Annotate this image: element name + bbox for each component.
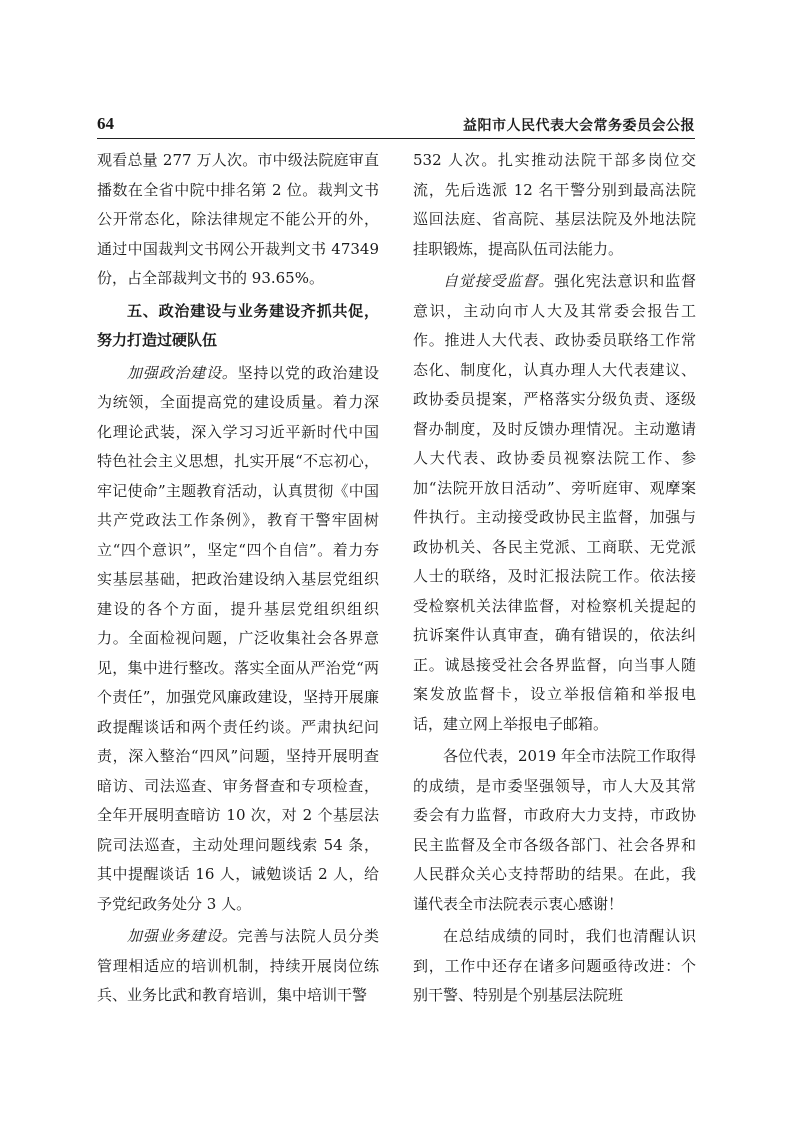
right-column bbox=[413, 146, 696, 1014]
paragraph-body: 强化宪法意识和监督意识，主动向市人大及其常委会报告工作。推进人大代表、政协委员联络工作常态化、制度化，认真办理人大代表建议、政协委员提案，严格落实分级负责、逐级督办制度，及时反馈办理情况。主动邀请人大代表、政协委员视察法院工作、参加“法院开放日活动”、旁听庭审、观摩案件执行。主动接受政协民主监督，加强与政协机关、各民主党派、工商联、无党派人士的联络，及时汇报法院工作。依法接受检察机关法律监督，对检察机关提起的抗诉案件认真审查，确有错误的，依法纠正。诚恳接受社会各界监督，向当事人随案发放监督卡，设立举报信箱和举报电话，建立网上举报电子邮箱。 bbox=[413, 272, 696, 733]
paragraph-thanks: 各位代表，2019 年全市法院工作取得的成绩，是市委坚强领导，市人大及其常委会有力监督，市政府大力支持，市政协民主监督及全市各级各部门、社会各界和人民群众关心支持帮助的结果。在此，我谨代表全市法院表示衷心感谢！ bbox=[413, 747, 696, 913]
section-heading: 五、政治建设与业务建设齐抓共促，努力打造过硬队伍 bbox=[97, 301, 379, 349]
paragraph-political-building bbox=[97, 359, 379, 920]
paragraph-continued: 532 人次。扎实推动法院干部多岗位交流，先后选派 12 名干警分别到最高法院巡回法庭、省高院、基层法院及外地法院挂职锻炼，提高队伍司法能力。 bbox=[413, 151, 696, 258]
paragraph-continued: 观看总量 277 万人次。市中级法院庭审直播数在全省中院中排名第 2 位。裁判文书公开常态化，除法律规定不能公开的外，通过中国裁判文书网公开裁判文书 47349 份，占全部裁判文书的 93.65%。 bbox=[97, 151, 379, 287]
journal-title: 益阳市人民代表大会常务委员会公报 bbox=[463, 118, 695, 134]
paragraph-lead: 自觉接受监督。 bbox=[443, 272, 555, 290]
page-header bbox=[97, 112, 695, 139]
left-column bbox=[97, 146, 379, 1014]
paragraph-lead: 加强业务建设。 bbox=[127, 927, 238, 945]
paragraph-business-building bbox=[97, 922, 379, 1011]
paragraph-supervision bbox=[413, 267, 696, 739]
paragraph-problems: 在总结成绩的同时，我们也清醒认识到，工作中还存在诸多问题亟待改进：个别干警、特别是个别基层法院班 bbox=[413, 927, 696, 1004]
paragraph-body: 坚持以党的政治建设为统领，全面提高党的建设质量。着力深化理论武装，深入学习习近平新时代中国特色社会主义思想，扎实开展“不忘初心，牢记使命”主题教育活动，认真贯彻《中国共产党政法工作条例》，教育干警牢固树立“四个意识”，坚定“四个自信”。着力夯实基层基础，把政治建设纳入基层党组织建设的各个方面，提升基层党组织组织力。全面检视问题，广泛收集社会各界意见，集中进行整改。落实全面从严治党“两个责任”，加强党风廉政建设，坚持开展廉政提醒谈话和两个责任约谈。严肃执纪问责，深入整治“四风”问题，坚持开展明查暗访、司法巡查、审务督查和专项检查，全年开展明查暗访 10 次，对 2 个基层法院司法巡查，主动处理问题线索 54 条，其中提醒谈话 16 人，诫勉谈话 2 人，给予党纪政务处分 3 人。 bbox=[97, 363, 379, 913]
page-number: 64 bbox=[97, 114, 114, 133]
paragraph-lead: 加强政治建设。 bbox=[127, 363, 238, 382]
paragraph-body: 完善与法院人员分类管理相适应的培训机制，持续开展岗位练兵、业务比武和教育培训，集中培训干警 bbox=[97, 927, 379, 1004]
